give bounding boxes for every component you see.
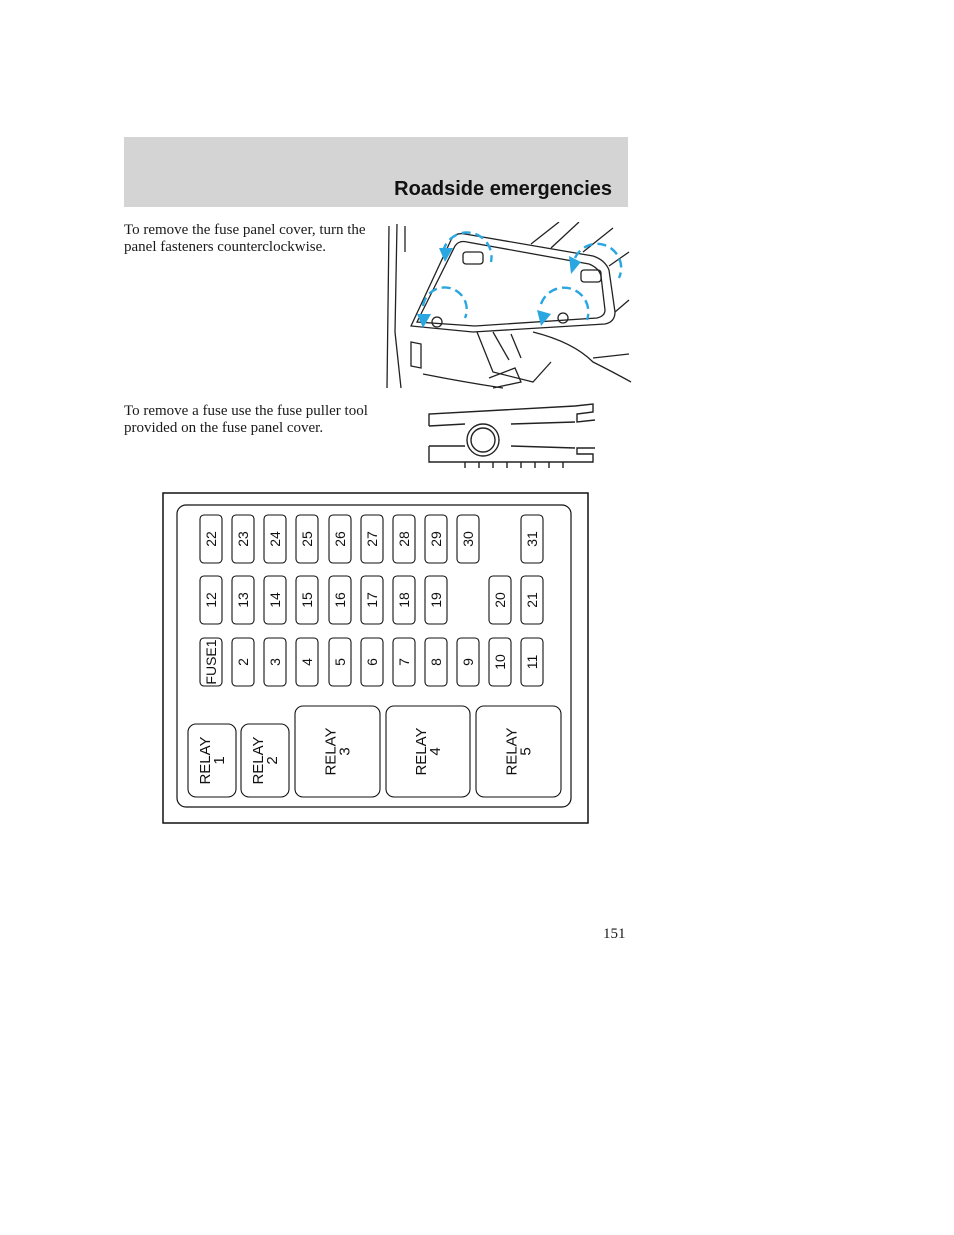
fuse-12	[200, 576, 222, 624]
fuse-11	[521, 638, 543, 686]
fuse-23	[232, 515, 254, 563]
relay-1	[188, 724, 236, 797]
fuse-14	[264, 576, 286, 624]
fuse-30	[457, 515, 479, 563]
fuse-label: 17	[364, 592, 380, 608]
fuse-label: 2	[235, 658, 251, 666]
fuse-31	[521, 515, 543, 563]
fuse-22	[200, 515, 222, 563]
fuse-label: 4	[299, 658, 315, 666]
fuse-24	[264, 515, 286, 563]
fuse-29	[425, 515, 447, 563]
fuse-16	[329, 576, 351, 624]
fuse-label: 15	[299, 592, 315, 608]
fuse-panel-diagram	[162, 492, 590, 826]
fuse-label: 22	[203, 531, 219, 547]
relay-5	[476, 706, 561, 797]
fuse-label: 7	[396, 658, 412, 666]
relay-label: RELAY3	[322, 727, 354, 776]
relay-label: RELAY4	[413, 727, 444, 776]
relay-label: RELAY2	[250, 736, 281, 785]
fuse-label: 13	[235, 592, 251, 608]
fuse-label: 16	[332, 592, 348, 608]
page-number: 151	[603, 926, 626, 942]
relay-2	[241, 724, 289, 797]
fuse-label: 14	[267, 592, 283, 608]
fuse-3	[264, 638, 286, 686]
fuse-2	[232, 638, 254, 686]
relay-4	[386, 706, 470, 797]
fuse-15	[296, 576, 318, 624]
relay-label: RELAY5	[503, 727, 535, 776]
fuse-label: 23	[235, 531, 251, 547]
fuse-label: 18	[396, 592, 412, 608]
fuse-label: 30	[460, 531, 476, 547]
fuse-label: 3	[267, 658, 283, 666]
fuse-26	[329, 515, 351, 563]
fuse-7	[393, 638, 415, 686]
fuse-label: 31	[524, 531, 540, 547]
fuse-label: 5	[332, 658, 348, 666]
relay-3	[295, 706, 380, 797]
fuse-fuse1	[200, 638, 222, 686]
fuse-label: 20	[492, 592, 508, 608]
section-title: Roadside emergencies	[394, 178, 612, 200]
relay-label: RELAY1	[197, 736, 228, 785]
fuse-puller-tool-illustration	[425, 402, 600, 470]
fuse-label: 29	[428, 531, 444, 547]
fuse-label: 8	[428, 658, 444, 666]
fuse-label: FUSE1	[203, 639, 219, 685]
fuse-6	[361, 638, 383, 686]
fuse-label: 6	[364, 658, 380, 666]
fuse-label: 12	[203, 592, 219, 608]
fuse-panel-cover-illustration	[383, 222, 633, 390]
cover-removal-instruction: To remove the fuse panel cover, turn the panel fasteners counterclockwise.	[124, 222, 366, 255]
fuse-17	[361, 576, 383, 624]
fuse-label: 9	[460, 658, 476, 666]
fuse-removal-instruction: To remove a fuse use the fuse puller tool provided on the fuse panel cover.	[124, 403, 368, 436]
fuse-8	[425, 638, 447, 686]
fuse-18	[393, 576, 415, 624]
fuse-19	[425, 576, 447, 624]
fuse-label: 11	[524, 654, 540, 670]
fuse-label: 28	[396, 531, 412, 547]
fuse-4	[296, 638, 318, 686]
fuse-21	[521, 576, 543, 624]
fuse-label: 25	[299, 531, 315, 547]
fuse-25	[296, 515, 318, 563]
fuse-28	[393, 515, 415, 563]
fuse-label: 21	[524, 592, 540, 608]
fuse-27	[361, 515, 383, 563]
fuse-label: 24	[267, 531, 283, 547]
fuse-label: 27	[364, 531, 380, 547]
fuse-13	[232, 576, 254, 624]
fuse-10	[489, 638, 511, 686]
section-header-band	[124, 137, 628, 207]
fuse-label: 26	[332, 531, 348, 547]
fuse-label: 10	[492, 654, 508, 670]
fuse-20	[489, 576, 511, 624]
fuse-5	[329, 638, 351, 686]
fuse-label: 19	[428, 592, 444, 608]
fuse-9	[457, 638, 479, 686]
